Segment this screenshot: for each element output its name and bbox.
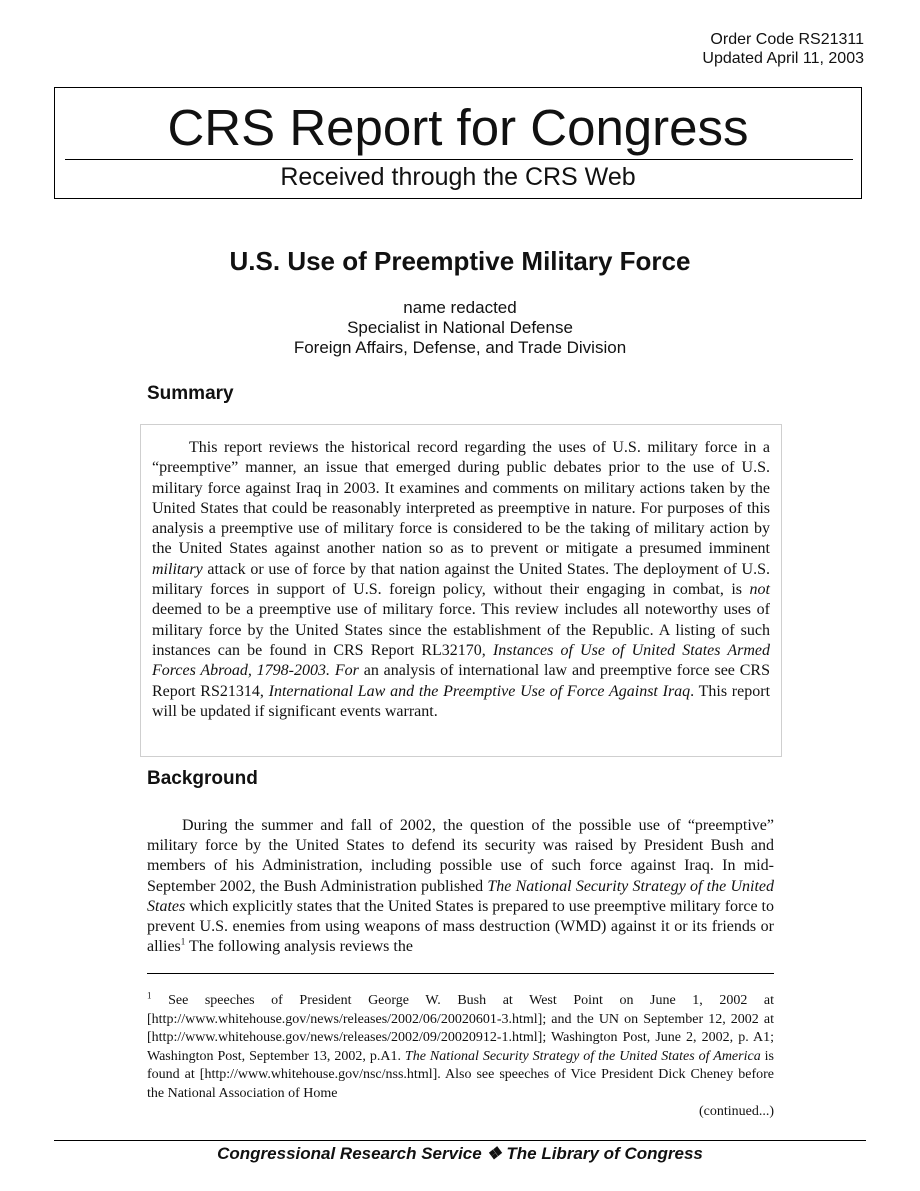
footnote-continued: (continued...) — [698, 1104, 774, 1119]
footnote — [147, 992, 774, 1122]
background-text-1: During the summer and fall of 2002, the question of the possible use of “preemptive” military force by the United States to defend its security was raised by President Bush and members of his Administration, including possible use of such force against Iraq. In mid-September 2002, the Bush Administration published — [147, 817, 774, 895]
summary-text-2: attack or use of force by that nation against the United States. The deployment of U.S. military forces in support of U.S. foreign policy, without their engaging in combat, is — [152, 560, 770, 599]
summary-paragraph — [152, 438, 770, 722]
report-header — [54, 87, 862, 199]
author-division: Foreign Affairs, Defense, and Trade Division — [293, 338, 627, 357]
updated-date: Updated April 11, 2003 — [702, 50, 864, 67]
background-paragraph — [147, 816, 774, 957]
author-name: name redacted — [403, 298, 517, 317]
page-footer: Congressional Research Service ❖ The Library of Congress — [217, 1144, 703, 1163]
report-header-title: CRS Report for Congress — [167, 99, 749, 156]
footnote-text-1: See speeches of President George W. Bush at West Point on June 1, 2002 at [http://www.whitehouse.gov/news/releases/2002/06/20020601-3.html]; and the UN on September 12, 2002 at [http://www.whitehouse.gov/news/releases/2002/09/20020912-1.html]; Washington Post, June 2, 2002, p. A1; Washington Post, September 13, 2002, p.A1. — [147, 993, 774, 1064]
footnote-text-2: is found at [http://www.whitehouse.gov/nsc/nss.html]. Also see speeches of Vice President Dick Cheney before the National Association of Home — [147, 1048, 775, 1101]
summary-report-title-1: Instances of Use of United States Armed Forces Abroad, 1798-2003. For — [152, 641, 770, 680]
summary-emphasis-1: military — [152, 560, 203, 578]
summary-box — [140, 424, 782, 757]
summary-text-5: . This report will be updated if significant events warrant. — [152, 682, 771, 720]
summary-heading: Summary — [147, 383, 234, 404]
footnote-reference: 1 — [180, 936, 186, 947]
background-doc-title: The National Security Strategy of the United States — [147, 877, 774, 915]
header-divider — [65, 159, 853, 160]
document-title: U.S. Use of Preemptive Military Force — [229, 246, 691, 276]
order-code-block — [702, 30, 864, 68]
author-block — [0, 298, 920, 358]
summary-emphasis-2: not — [749, 581, 770, 599]
order-code: Order Code RS21311 — [710, 31, 864, 48]
footnote-number: 1 — [147, 990, 152, 1001]
report-header-subtitle: Received through the CRS Web — [280, 163, 636, 191]
summary-text-4: an analysis of international law and preemptive force see CRS Report RS21314, — [152, 662, 770, 700]
footnote-divider — [147, 973, 774, 974]
background-text-3: The following analysis reviews the — [185, 938, 413, 956]
footer-divider — [54, 1140, 866, 1141]
summary-text-3: deemed to be a preemptive use of military force. This review includes all noteworthy uses of military force by the United States since the establishment of the Republic. A listing of such instances can be found in CRS Report RL32170, — [152, 601, 770, 659]
background-heading: Background — [147, 768, 258, 789]
background-text-2: which explicitly states that the United States is prepared to use preemptive military force to prevent U.S. enemies from using weapons of mass destruction (WMD) against it or its friends or allies — [147, 897, 774, 956]
author-role: Specialist in National Defense — [347, 318, 573, 337]
footnote-doc-title: The National Security Strategy of the United States of America — [404, 1048, 761, 1064]
summary-report-title-2: International Law and the Preemptive Use of Force Against Iraq — [268, 682, 691, 700]
summary-text-1: This report reviews the historical record regarding the uses of U.S. military force in a “preemptive” manner, an issue that emerged during public debates prior to the use of U.S. military force against Iraq in 2003. It examines and comments on military actions taken by the United States that could be reasonably interpreted as preemptive in nature. For purposes of this analysis a preemptive use of military force is considered to be the taking of military action by the United States against another nation so as to prevent or mitigate a presumed imminent — [152, 439, 770, 558]
